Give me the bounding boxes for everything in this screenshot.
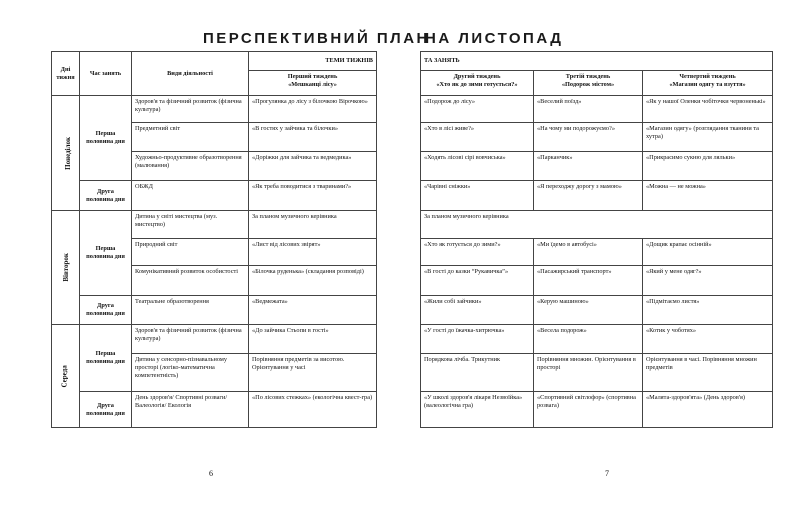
week2-cell: «Хто в лісі живе?» xyxy=(421,123,534,152)
week1-cell: Порівняння предметів за висотою. Орієнтування у часі xyxy=(249,354,377,392)
page-number-left: 6 xyxy=(209,469,213,478)
week3-cell: «Парканчик» xyxy=(534,152,643,181)
music-plan-cell: За планом музичного керівника xyxy=(421,211,773,239)
header-continued: ТА ЗАНЯТЬ xyxy=(421,52,773,71)
page-number-right: 7 xyxy=(605,469,609,478)
second-half-label: Друга половина дня xyxy=(80,296,132,325)
week3-cell: «Веселий поїзд» xyxy=(534,96,643,123)
header-week-1: Перший тиждень «Мешканці лісу» xyxy=(249,71,377,96)
week4-cell: «Можна — не можна» xyxy=(643,181,773,211)
week1-cell: «Білочка руденька» (складання розповіді) xyxy=(249,266,377,296)
page-title-left: ПЕРСПЕКТИВНИЙ ПЛАН xyxy=(203,30,430,47)
week4-cell: «Малята-здоров'ята» (День здоров'я) xyxy=(643,392,773,428)
week4-cell: «Як у нашої Оленки чобіточки червоненькі» xyxy=(643,96,773,123)
week3-cell: «Пасажирський транспорт» xyxy=(534,266,643,296)
first-half-label: Перша половина дня xyxy=(80,325,132,392)
activity-cell: Здоров'я та фізичний розвиток (фізична культура) xyxy=(132,96,249,123)
second-half-label: Друга половина дня xyxy=(80,181,132,211)
header-week-3: Третій тиждень «Подорож містом» xyxy=(534,71,643,96)
header-themes: ТЕМИ ТИЖНІВ xyxy=(249,52,377,71)
week1-cell: «Лист від лісових звірят» xyxy=(249,239,377,266)
header-days: Дні тижня xyxy=(52,52,80,96)
week4-cell: Орієнтування в часі. Порівняння множин предметів xyxy=(643,354,773,392)
week3-cell: «Ми їдемо в автобусі» xyxy=(534,239,643,266)
week2-cell: «Подорож до лісу» xyxy=(421,96,534,123)
second-half-label: Друга половина дня xyxy=(80,392,132,428)
week1-cell: «Доріжки для зайчика та ведмедика» xyxy=(249,152,377,181)
week3-cell: Порівняння множин. Орієнтування в просторі xyxy=(534,354,643,392)
activity-cell: Дитина у світі мистецтва (муз. мистецтво) xyxy=(132,211,249,239)
activity-cell: Здоров'я та фізичний розвиток (фізична культура) xyxy=(132,325,249,354)
header-week-2: Другий тиждень «Хто як до зими готується?» xyxy=(421,71,534,96)
week1-cell: «Як треба поводитися з тваринами?» xyxy=(249,181,377,211)
week4-cell: «Прикрасимо сукню для ляльки» xyxy=(643,152,773,181)
activity-cell: День здоров'я/ Спортивні розваги/ Валеологія/ Екологія xyxy=(132,392,249,428)
header-time: Час занять xyxy=(80,52,132,96)
week1-cell: «Прогулянка до лісу з білочкою Вірочкою» xyxy=(249,96,377,123)
week2-cell: «Ходять лісові сірі вовчиська» xyxy=(421,152,534,181)
week1-cell: «До зайчика Стьопи в гості» xyxy=(249,325,377,354)
week3-cell: «Весела подорож» xyxy=(534,325,643,354)
week2-cell: Порядкова лічба. Трикутник xyxy=(421,354,534,392)
week1-cell: «В гостях у зайчика та білочки» xyxy=(249,123,377,152)
first-half-label: Перша половина дня xyxy=(80,96,132,181)
week2-cell: «Жили собі зайчики» xyxy=(421,296,534,325)
week4-cell: «Магазин одягу» (розглядання тканини та хутра) xyxy=(643,123,773,152)
week3-cell: «Керую машиною» xyxy=(534,296,643,325)
week4-cell: «Дощик крапає осінній» xyxy=(643,239,773,266)
week3-cell: «На чому ми подорожуємо?» xyxy=(534,123,643,152)
activity-cell: Природний світ xyxy=(132,239,249,266)
week1-cell: «Ведмежата» xyxy=(249,296,377,325)
week2-cell: «У гості до їжачка-хитрючка» xyxy=(421,325,534,354)
day-tuesday: Вівторок xyxy=(52,211,80,325)
activity-cell: ОБЖД xyxy=(132,181,249,211)
activity-cell: Дитина у сенсорно-пізнавальному просторі (логіко-математична компетентність) xyxy=(132,354,249,392)
week2-cell: «В гості до казки “Рукавичка”» xyxy=(421,266,534,296)
day-monday: Понеділок xyxy=(52,96,80,211)
activity-cell: Театральне образотворення xyxy=(132,296,249,325)
plan-table-left xyxy=(51,51,377,428)
week1-cell: «По лісових стежках» (екологічна квест-гра) xyxy=(249,392,377,428)
week4-cell: «Який у мене одяг?» xyxy=(643,266,773,296)
page-title-right: НА ЛИСТОПАД xyxy=(425,30,564,47)
header-week-4: Четвертий тиждень «Магазин одягу та взуття» xyxy=(643,71,773,96)
activity-cell: Предметний світ xyxy=(132,123,249,152)
week2-cell: «Хто як готується до зими?» xyxy=(421,239,534,266)
first-half-label: Перша половина дня xyxy=(80,211,132,296)
activity-cell: Художньо-продуктивне образотворення (малювання) xyxy=(132,152,249,181)
page-right xyxy=(400,0,800,515)
day-wednesday: Середа xyxy=(52,325,80,428)
activity-cell: Комунікативний розвиток особистості xyxy=(132,266,249,296)
week3-cell: «Я переходжу дорогу з мамою» xyxy=(534,181,643,211)
week2-cell: «Чарівні сніжки» xyxy=(421,181,534,211)
week3-cell: «Спортивний світлофор» (спортивна розвага) xyxy=(534,392,643,428)
header-activity: Види діяльності xyxy=(132,52,249,96)
week2-cell: «У школі здоров'я лікаря Незвоїйка» (валеологічна гра) xyxy=(421,392,534,428)
plan-table-right xyxy=(420,51,773,428)
week4-cell: «Підмітаємо листя» xyxy=(643,296,773,325)
week1-cell: За планом музичного керівника xyxy=(249,211,377,239)
week4-cell: «Котик у чоботях» xyxy=(643,325,773,354)
